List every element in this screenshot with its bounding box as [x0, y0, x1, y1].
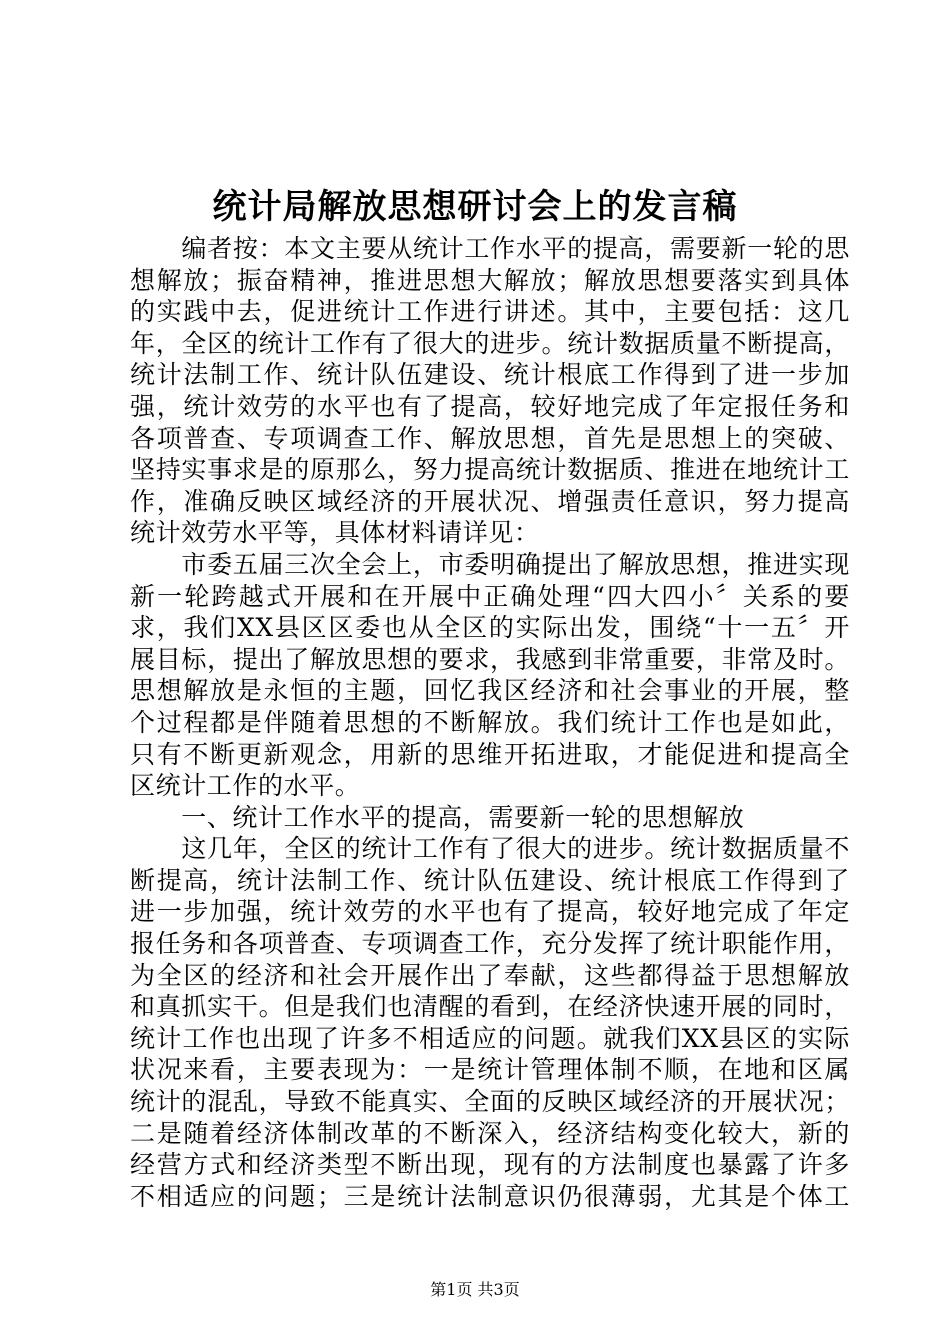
body-line: 断提高，统计法制工作、统计队伍建设、统计根底工作得到了 [130, 865, 850, 895]
body-line: 坚持实事求是的原那么，努力提高统计数据质、推进在地统计工 [130, 455, 850, 485]
document-body [130, 233, 850, 1212]
body-line: 二是随着经济体制改革的不断深入，经济结构变化较大，新的 [130, 1118, 850, 1148]
body-line: 统计法制工作、统计队伍建设、统计根底工作得到了进一步加 [130, 360, 850, 390]
body-line: 编者按：本文主要从统计工作水平的提高，需要新一轮的思 [130, 234, 850, 263]
body-line: 年，全区的统计工作有了很大的进步。统计数据质量不断提高， [130, 328, 850, 358]
body-line: 和真抓实干。但是我们也清醒的看到，在经济快速开展的同时， [130, 992, 850, 1022]
body-line: 只有不断更新观念，用新的思维开拓进取，才能促进和提高全 [130, 739, 850, 769]
body-line: 一、统计工作水平的提高，需要新一轮的思想解放 [130, 802, 745, 832]
body-line: 各项普查、专项调查工作、解放思想，首先是思想上的突破、 [130, 423, 850, 453]
page-footer: 第1页 共3页 [430, 1280, 520, 1299]
body-line: 新一轮跨越式开展和在开展中正确处理“四大四小〞关系的要 [130, 581, 850, 611]
body-line: 这几年，全区的统计工作有了很大的进步。统计数据质量不 [130, 834, 850, 864]
body-line: 不相适应的问题；三是统计法制意识仍很薄弱，尤其是个体工 [130, 1181, 850, 1211]
body-line: 个过程都是伴随着思想的不断解放。我们统计工作也是如此， [130, 707, 850, 737]
body-line: 统计的混乱，导致不能真实、全面的反映区域经济的开展状况； [130, 1087, 850, 1117]
body-line: 展目标，提出了解放思想的要求，我感到非常重要，非常及时。 [130, 644, 850, 674]
document-title: 统计局解放思想研讨会上的发言稿 [212, 187, 738, 227]
body-line: 状况来看，主要表现为：一是统计管理体制不顺，在地和区属 [130, 1055, 850, 1085]
body-line: 思想解放是永恒的主题，回忆我区经济和社会事业的开展，整 [130, 676, 850, 706]
body-line: 作，准确反映区域经济的开展状况、增强责任意识，努力提高 [130, 486, 850, 516]
body-line: 区统计工作的水平。 [130, 771, 361, 801]
body-line: 经营方式和经济类型不断出现，现有的方法制度也暴露了许多 [130, 1150, 850, 1180]
body-line: 进一步加强，统计效劳的水平也有了提高，较好地完成了年定 [130, 897, 850, 927]
body-line: 的实践中去，促进统计工作进行讲述。其中，主要包括：这几 [130, 297, 850, 327]
body-line: 强，统计效劳的水平也有了提高，较好地完成了年定报任务和 [130, 391, 850, 421]
body-line: 想解放；振奋精神，推进思想大解放；解放思想要落实到具体 [130, 265, 850, 295]
body-line: 统计效劳水平等，具体材料请详见： [130, 518, 540, 548]
body-line: 报任务和各项普查、专项调查工作，充分发挥了统计职能作用， [130, 929, 850, 959]
body-line: 为全区的经济和社会开展作出了奉献，这些都得益于思想解放 [130, 960, 850, 990]
body-line: 求，我们XX县区区委也从全区的实际出发，围绕“十一五〞开 [130, 613, 850, 643]
body-line: 统计工作也出现了许多不相适应的问题。就我们XX县区的实际 [130, 1023, 850, 1053]
body-line: 市委五届三次全会上，市委明确提出了解放思想，推进实现 [130, 549, 850, 579]
